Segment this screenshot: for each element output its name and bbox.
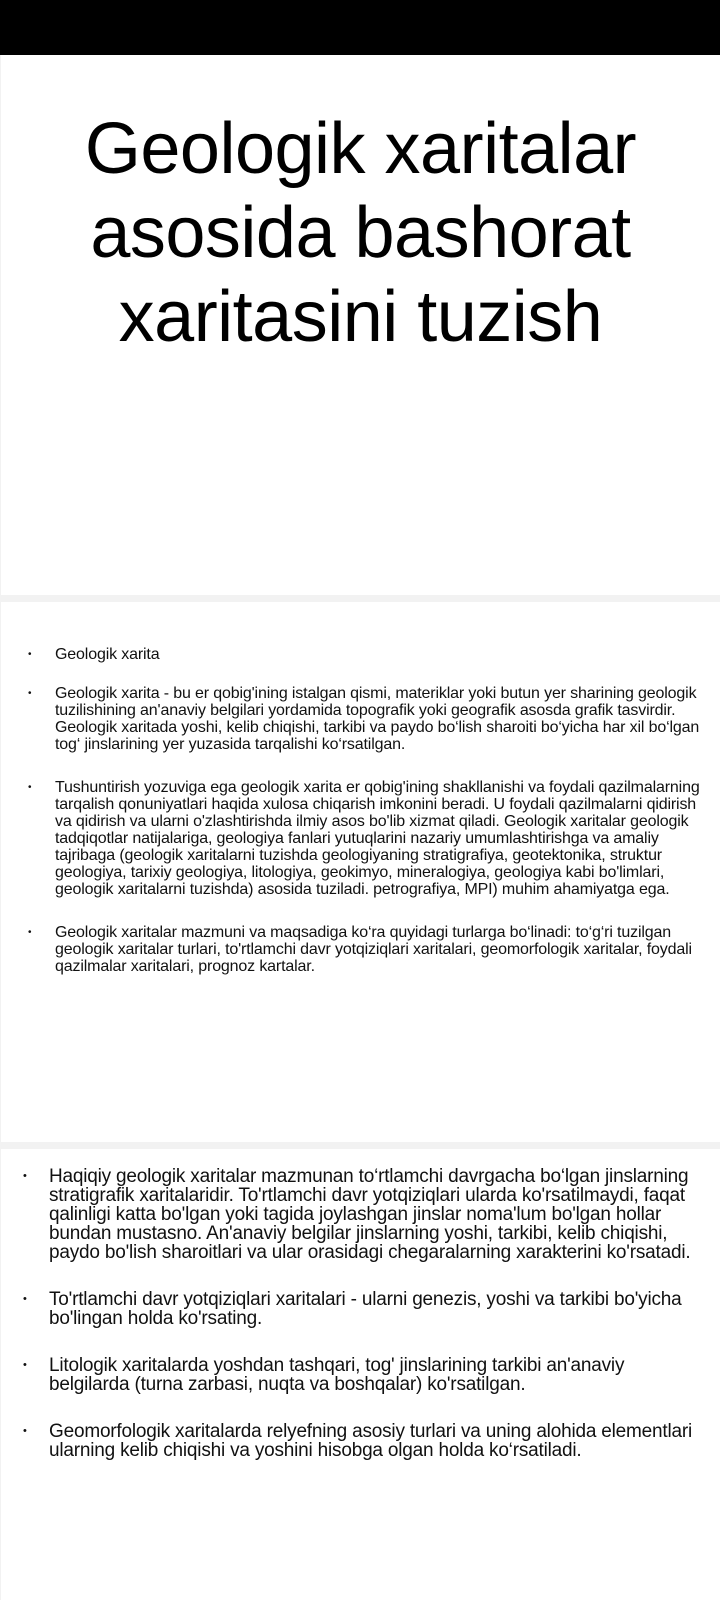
slide-title: [1, 55, 720, 595]
list-item: [28, 646, 700, 663]
status-bar: [0, 0, 720, 55]
bullet-icon: •: [28, 782, 32, 793]
slide-title-text: Geologik xaritalar asosida bashorat xaritasini tuzish: [84, 109, 637, 357]
list-item-text: To'rtlamchi davr yotqiziqlari xaritalari - ularni genezis, yoshi va tarkibi bo'yicha bo'lingan holda ko'rsating.: [49, 1289, 682, 1329]
list-item: [28, 779, 700, 898]
bullet-list: [28, 646, 700, 1001]
list-item-text: Haqiqiy geologik xaritalar mazmunan to‘rtlamchi davrgacha bo‘lgan jinslarning stratigrafik xaritalaridir. To'rtlamchi davr yotqiziqlari ularda ko'rsatilmaydi, faqat qalinligi katta bo'lgan yoki tagida joylashgan jinslar noma'lum bo'lgan hollar bundan mustasno. An'anaviy belgilar jinslarning yoshi, tarkibi, kelib chiqishi, paydo bo'lish sharoitlari va ular orasidagi chegaralarning xarakterini ko'rsatadi.: [49, 1166, 691, 1263]
bullet-icon: •: [28, 649, 32, 660]
list-item: [23, 1166, 698, 1263]
bullet-icon: •: [23, 1359, 27, 1371]
list-item-text: Geologik xarita: [55, 646, 160, 663]
list-item: [23, 1289, 698, 1329]
list-item-text: Geologik xaritalar mazmuni va maqsadiga ko‘ra quyidagi turlarga bo‘linadi: to‘g‘ri tuzilgan geologik xaritalar turlari, to'rtlamchi davr yotqiziqlari xaritalari, geomorfologik xaritalar, foydali qazilmalar xaritalari, prognoz kartalar.: [55, 924, 692, 975]
list-item: [23, 1421, 698, 1461]
bullet-list: [23, 1166, 698, 1488]
list-item-text: Tushuntirish yozuviga ega geologik xarita er qobig'ining shakllanishi va foydali qazilmalarning tarqalish qonuniyatlari haqida xulosa chiqarish imkonini beradi. U foydali qazilmalarni qidirish va qidirish va ularni o'zlashtirishda ilmiy asos bo'lib xizmat qiladi. Geologik xaritalar geologik tadqiqotlar natijalariga, geologiya fanlari yutuqlarini nazariy umumlashtirishga va amaliy tajribaga (geologik xaritalarni tuzishda geologiyaning stratigrafiya, geotektonika, struktur geologiya, tarixiy geologiya, litologiya, geokimyo, mineralogiya, geologiya kabi bo'limlari, geologik xaritalarni tuzishda) asosida tuziladi. petrografiya, MPI) muhim ahamiyatga ega.: [55, 779, 700, 898]
list-item: [23, 1355, 698, 1395]
bullet-icon: •: [28, 688, 32, 699]
list-item-text: Geologik xarita - bu er qobig'ining istalgan qismi, materiklar yoki butun yer sharining geologik tuzilishining an'anaviy belgilari yordamida topografik yoki geografik asosda grafik tasvirdir. Geologik xaritada yoshi, kelib chiqishi, tarkibi va paydo bo‘lish sharoiti bo‘yicha har xil bo‘lgan tog‘ jinslarining yer yuzasida tarqalishi ko‘rsatilgan.: [55, 685, 700, 753]
bullet-icon: •: [23, 1293, 27, 1305]
list-item: [28, 924, 700, 975]
slide-geologic-map-definition: [1, 602, 720, 1142]
slide-map-types: [1, 1149, 720, 1600]
list-item-text: Litologik xaritalarda yoshdan tashqari, tog' jinslarining tarkibi an'anaviy belgilarda (turna zarbasi, nuqta va boshqalar) ko'rsatilgan.: [49, 1355, 625, 1395]
bullet-icon: •: [28, 927, 32, 938]
list-item: [28, 685, 700, 753]
bullet-icon: •: [23, 1425, 27, 1437]
bullet-icon: •: [23, 1170, 27, 1182]
list-item-text: Geomorfologik xaritalarda relyefning asosiy turlari va uning alohida elementlari ularning kelib chiqishi va yoshini hisobga olgan holda ko‘rsatiladi.: [49, 1421, 693, 1461]
